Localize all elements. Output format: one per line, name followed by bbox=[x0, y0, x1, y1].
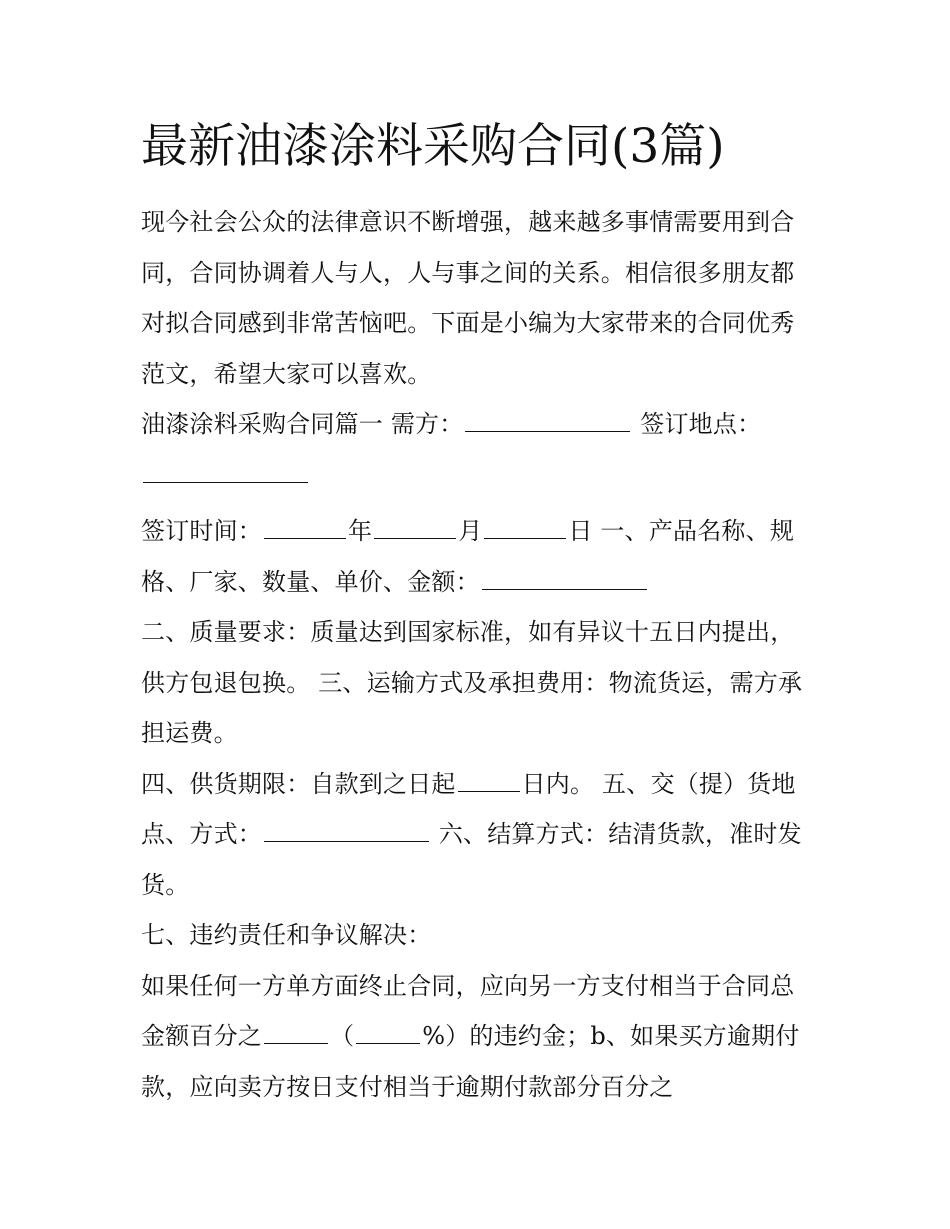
clause-a-paren-open: （ bbox=[330, 1022, 355, 1050]
year-blank bbox=[264, 513, 346, 539]
day-item1-label: 日 一、产品名称、规格、厂家、数量、单价、金额： bbox=[141, 517, 795, 596]
clause-a-paragraph bbox=[141, 961, 813, 1113]
clause-a-prefix: 如果任何一方单方面终止合同，应向另一方支付相当于合同总金额百分之 bbox=[141, 971, 795, 1050]
item4-paragraph bbox=[141, 759, 813, 911]
year-label: 年 bbox=[348, 517, 373, 545]
product-info-blank bbox=[482, 563, 647, 589]
delivery-days-blank bbox=[458, 765, 520, 791]
day-blank bbox=[484, 513, 566, 539]
item7-heading: 七、违约责任和争议解决： bbox=[141, 921, 432, 949]
document-body bbox=[141, 197, 813, 1112]
sign-time-paragraph bbox=[141, 506, 813, 607]
month-blank bbox=[374, 513, 456, 539]
item2-paragraph: 二、质量要求：质量达到国家标准，如有异议十五日内提出，供方包退包换。 三、运输方式及承担费用：物流货运，需方承担运费。 bbox=[141, 618, 803, 747]
item4-suffix: 日内。 五、交（提）货地点、方式： bbox=[141, 769, 796, 848]
item4-prefix: 四、供货期限：自款到之日起 bbox=[141, 769, 456, 798]
delivery-place-blank bbox=[264, 816, 429, 842]
clause-a-paren-close: %）的违约金；b、如果买方逾期付款，应向卖方按日支付相当于逾期付款部分百分之 bbox=[141, 1022, 800, 1101]
penalty-percent-blank bbox=[264, 1018, 328, 1044]
section1-heading-text: 油漆涂料采购合同篇一 需方： bbox=[141, 410, 464, 438]
section1-opening-paragraph bbox=[141, 399, 813, 500]
intro-paragraph: 现今社会公众的法律意识不断增强，越来越多事情需要用到合同，合同协调着人与人，人与事之间的关系。相信很多朋友都对拟合同感到非常苦恼吧。下面是小编为大家带来的合同优秀范文，希望大家可以喜欢。 bbox=[141, 208, 795, 388]
sign-time-label: 签订时间： bbox=[141, 517, 262, 545]
penalty-percent-number-blank bbox=[356, 1018, 420, 1044]
buyer-blank bbox=[465, 406, 630, 432]
month-label: 月 bbox=[458, 517, 483, 545]
sign-place-label: 签订地点： bbox=[632, 410, 762, 438]
sign-place-blank bbox=[143, 456, 308, 482]
document-title: 最新油漆涂料采购合同(3篇) bbox=[141, 119, 725, 174]
item6-text: 六、结算方式：结清货款，准时发货。 bbox=[141, 820, 802, 899]
